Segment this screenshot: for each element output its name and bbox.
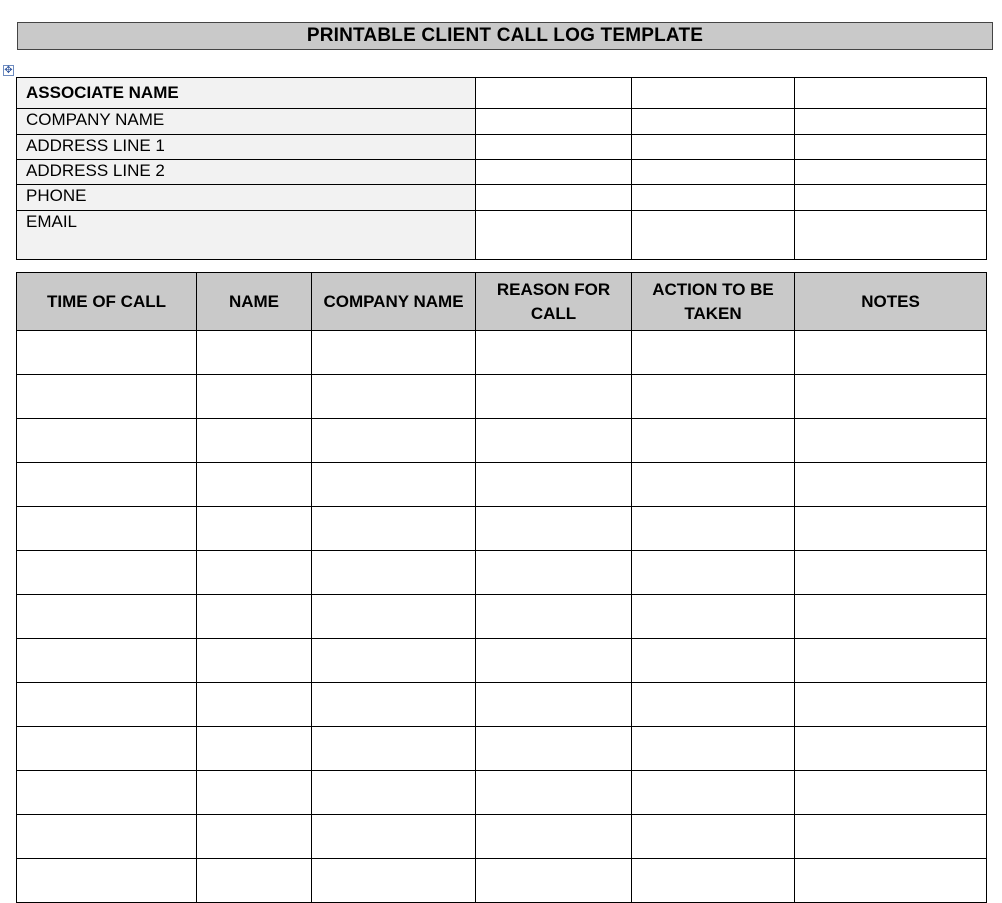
info-cell[interactable] — [632, 185, 795, 211]
call-log-cell[interactable] — [17, 727, 197, 771]
header-action-to-be-taken — [632, 273, 795, 331]
call-log-cell[interactable] — [197, 551, 312, 595]
table-move-handle-icon[interactable]: ✥ — [4, 64, 13, 76]
call-log-cell[interactable] — [312, 419, 476, 463]
call-log-cell[interactable] — [197, 683, 312, 727]
info-row-address-line-2 — [17, 160, 987, 185]
info-cell[interactable] — [476, 109, 632, 135]
call-log-cell[interactable] — [197, 815, 312, 859]
call-log-row — [17, 419, 987, 463]
header-line: CALL — [530, 303, 577, 323]
header-company-name — [312, 273, 476, 331]
call-log-cell[interactable] — [795, 551, 987, 595]
call-log-cell[interactable] — [795, 331, 987, 375]
call-log-cell[interactable] — [795, 683, 987, 727]
info-row-company-name — [17, 109, 987, 135]
call-log-cell[interactable] — [197, 419, 312, 463]
call-log-cell[interactable] — [312, 727, 476, 771]
header-line: NAME — [228, 291, 280, 311]
call-log-cell[interactable] — [632, 507, 795, 551]
call-log-cell[interactable] — [632, 859, 795, 903]
call-log-cell[interactable] — [632, 375, 795, 419]
info-cell[interactable] — [795, 109, 987, 135]
info-cell[interactable] — [476, 160, 632, 185]
call-log-cell[interactable] — [312, 551, 476, 595]
call-log-cell[interactable] — [197, 375, 312, 419]
call-log-table — [16, 272, 987, 903]
call-log-cell[interactable] — [17, 815, 197, 859]
call-log-cell[interactable] — [476, 639, 632, 683]
call-log-cell[interactable] — [17, 331, 197, 375]
call-log-cell[interactable] — [476, 331, 632, 375]
call-log-cell[interactable] — [795, 815, 987, 859]
call-log-cell[interactable] — [632, 727, 795, 771]
call-log-cell[interactable] — [632, 595, 795, 639]
call-log-cell[interactable] — [17, 595, 197, 639]
call-log-cell[interactable] — [17, 551, 197, 595]
call-log-cell[interactable] — [17, 639, 197, 683]
header-name — [197, 273, 312, 331]
info-cell[interactable] — [632, 160, 795, 185]
call-log-cell[interactable] — [632, 463, 795, 507]
call-log-cell[interactable] — [632, 771, 795, 815]
info-label: EMAIL — [17, 211, 476, 260]
call-log-cell[interactable] — [17, 463, 197, 507]
info-label: ADDRESS LINE 1 — [17, 135, 476, 160]
call-log-cell[interactable] — [197, 595, 312, 639]
call-log-cell[interactable] — [476, 683, 632, 727]
call-log-cell[interactable] — [197, 331, 312, 375]
call-log-cell[interactable] — [312, 683, 476, 727]
call-log-row — [17, 639, 987, 683]
call-log-row — [17, 551, 987, 595]
info-row-email — [17, 211, 987, 260]
call-log-row — [17, 859, 987, 903]
info-row-address-line-1 — [17, 135, 987, 160]
call-log-cell[interactable] — [476, 551, 632, 595]
info-cell[interactable] — [632, 109, 795, 135]
call-log-row — [17, 331, 987, 375]
call-log-cell[interactable] — [197, 771, 312, 815]
info-label: PHONE — [17, 185, 476, 211]
call-log-cell[interactable] — [632, 639, 795, 683]
call-log-cell[interactable] — [795, 727, 987, 771]
call-log-header-row — [17, 273, 987, 331]
info-cell[interactable] — [632, 78, 795, 109]
info-cell[interactable] — [476, 78, 632, 109]
call-log-cell[interactable] — [17, 507, 197, 551]
header-line: REASON FOR — [496, 279, 611, 299]
associate-info-table — [16, 77, 987, 260]
call-log-cell[interactable] — [476, 727, 632, 771]
call-log-cell[interactable] — [312, 375, 476, 419]
info-cell[interactable] — [795, 211, 987, 260]
call-log-cell[interactable] — [632, 419, 795, 463]
call-log-body — [17, 331, 987, 903]
header-line: COMPANY NAME — [323, 291, 464, 311]
call-log-cell[interactable] — [795, 859, 987, 903]
info-label: COMPANY NAME — [17, 109, 476, 135]
page-title-text: PRINTABLE CLIENT CALL LOG TEMPLATE — [306, 25, 704, 46]
call-log-cell[interactable] — [312, 595, 476, 639]
call-log-cell[interactable] — [476, 419, 632, 463]
call-log-row — [17, 507, 987, 551]
info-cell[interactable] — [476, 211, 632, 260]
info-cell[interactable] — [795, 135, 987, 160]
info-cell[interactable] — [476, 135, 632, 160]
call-log-cell[interactable] — [17, 771, 197, 815]
call-log-row — [17, 771, 987, 815]
call-log-cell[interactable] — [795, 507, 987, 551]
header-line: TIME OF CALL — [47, 291, 166, 311]
call-log-cell[interactable] — [795, 375, 987, 419]
header-line: ACTION TO BE — [652, 279, 774, 299]
call-log-row — [17, 595, 987, 639]
call-log-cell[interactable] — [795, 639, 987, 683]
call-log-cell[interactable] — [17, 859, 197, 903]
call-log-row — [17, 815, 987, 859]
call-log-cell[interactable] — [795, 463, 987, 507]
call-log-row — [17, 375, 987, 419]
info-label: ASSOCIATE NAME — [17, 78, 476, 109]
info-cell[interactable] — [632, 135, 795, 160]
info-cell[interactable] — [795, 160, 987, 185]
call-log-cell[interactable] — [476, 463, 632, 507]
call-log-cell[interactable] — [312, 331, 476, 375]
call-log-cell[interactable] — [476, 815, 632, 859]
header-line: NOTES — [861, 291, 920, 311]
info-cell[interactable] — [795, 78, 987, 109]
call-log-cell[interactable] — [312, 771, 476, 815]
info-row-associate-name — [17, 78, 987, 109]
call-log-cell[interactable] — [197, 859, 312, 903]
call-log-cell[interactable] — [197, 507, 312, 551]
call-log-cell[interactable] — [476, 595, 632, 639]
call-log-cell[interactable] — [476, 771, 632, 815]
header-time-of-call — [17, 273, 197, 331]
info-cell[interactable] — [795, 185, 987, 211]
call-log-cell[interactable] — [476, 859, 632, 903]
call-log-cell[interactable] — [632, 551, 795, 595]
call-log-cell[interactable] — [197, 463, 312, 507]
call-log-row — [17, 683, 987, 727]
header-reason-for-call — [476, 273, 632, 331]
header-notes — [795, 273, 987, 331]
call-log-cell[interactable] — [476, 507, 632, 551]
call-log-row — [17, 463, 987, 507]
call-log-cell[interactable] — [312, 463, 476, 507]
call-log-cell[interactable] — [312, 639, 476, 683]
call-log-cell[interactable] — [312, 859, 476, 903]
call-log-cell[interactable] — [17, 683, 197, 727]
call-log-cell[interactable] — [197, 727, 312, 771]
call-log-cell[interactable] — [312, 815, 476, 859]
call-log-cell[interactable] — [197, 639, 312, 683]
call-log-cell[interactable] — [17, 419, 197, 463]
call-log-cell[interactable] — [795, 595, 987, 639]
info-cell[interactable] — [476, 185, 632, 211]
call-log-row — [17, 727, 987, 771]
call-log-cell[interactable] — [632, 683, 795, 727]
info-label: ADDRESS LINE 2 — [17, 160, 476, 185]
call-log-cell[interactable] — [632, 815, 795, 859]
call-log-cell[interactable] — [476, 375, 632, 419]
call-log-cell[interactable] — [795, 771, 987, 815]
call-log-cell[interactable] — [312, 507, 476, 551]
page-title — [17, 22, 993, 50]
info-row-phone — [17, 185, 987, 211]
info-cell[interactable] — [632, 211, 795, 260]
header-line: TAKEN — [684, 303, 742, 323]
call-log-cell[interactable] — [632, 331, 795, 375]
call-log-cell[interactable] — [795, 419, 987, 463]
call-log-cell[interactable] — [17, 375, 197, 419]
